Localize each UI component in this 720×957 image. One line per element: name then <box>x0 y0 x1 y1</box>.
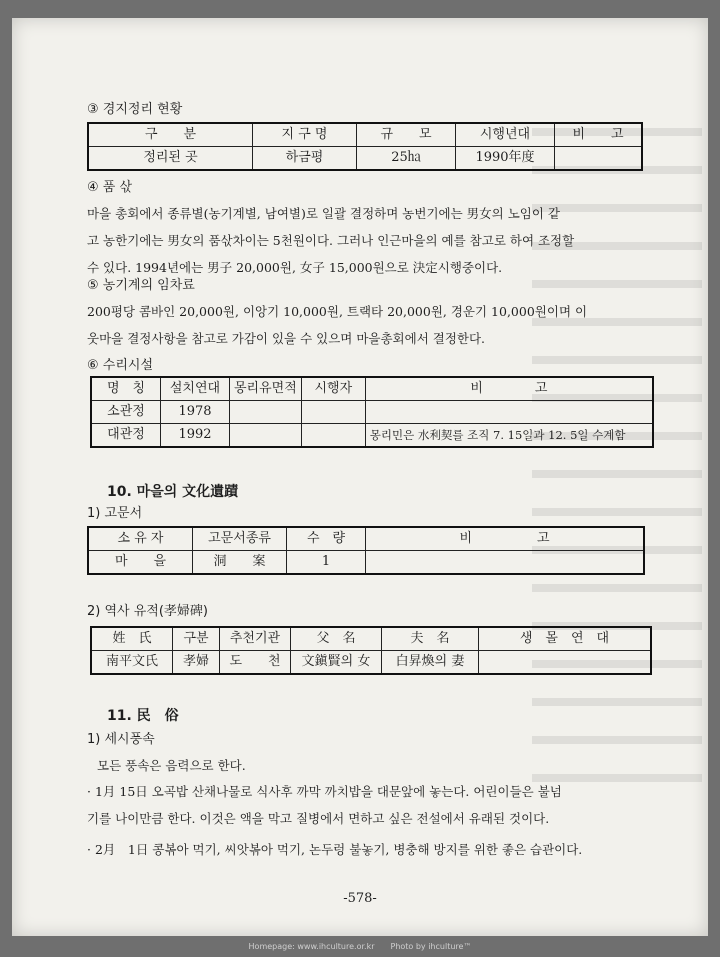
section-5-text <box>87 298 657 352</box>
filial-monument-table <box>90 626 652 675</box>
header-cell: 비 고 <box>366 527 645 551</box>
section-6-title: ⑥ 수리시설 <box>87 358 154 373</box>
text-line: 수 있다. 1994년에는 男子 20,000원, 女子 15,000원으로 決定시행중이다. <box>87 260 503 275</box>
text-line: 웃마을 결정사항을 참고로 가감이 있을 수 있으며 마을총회에서 결정한다. <box>87 331 486 346</box>
table-cell: 1 <box>287 551 366 575</box>
irrigation-table <box>90 376 654 448</box>
header-cell: 夫 名 <box>382 627 479 651</box>
section-10-title: 10. 마을의 文化遺蹟 <box>107 484 239 500</box>
land-consolidation-table <box>87 122 643 171</box>
old-documents-table <box>87 526 645 575</box>
text-line: · 2月 1日 콩볶아 먹기, 씨앗볶아 먹기, 논두렁 불놓기, 병충해 방지를 위한 좋은 습관이다. <box>87 842 583 857</box>
photo-credit: Homepage: www.ihculture.or.kr Photo by ihculture™ <box>248 942 472 951</box>
header-cell: 지 구 명 <box>253 123 357 147</box>
table-cell: 1990年度 <box>456 147 555 171</box>
section-10-sub1: 1) 고문서 <box>87 506 143 521</box>
table-cell <box>366 551 645 575</box>
table-cell: 1992 <box>161 424 230 448</box>
section-10-sub2: 2) 역사 유적(孝婦碑) <box>87 604 208 619</box>
header-cell: 비 고 <box>365 377 653 401</box>
table-cell <box>479 651 652 675</box>
table-cell: 白昇煥의 妻 <box>382 651 479 675</box>
table-cell: 도 천 <box>220 651 291 675</box>
table-cell: 소관정 <box>91 401 161 424</box>
header-cell: 설치연대 <box>161 377 230 401</box>
table-cell <box>555 147 643 171</box>
section-11-text <box>87 778 657 863</box>
table-cell: 1978 <box>161 401 230 424</box>
document-page <box>12 18 708 936</box>
table-cell: 孝婦 <box>173 651 220 675</box>
header-cell: 규 모 <box>357 123 456 147</box>
text-line: 고 농한기에는 男女의 품삯차이는 5천원이다. 그러나 인근마을의 예를 참고로 하여 조정할 <box>87 233 575 248</box>
table-cell: 대관정 <box>91 424 161 448</box>
table-cell: 洞 案 <box>193 551 287 575</box>
header-cell: 비 고 <box>555 123 643 147</box>
header-cell: 구분 <box>173 627 220 651</box>
section-4-title: ④ 품 삯 <box>87 180 133 195</box>
table-cell <box>301 401 365 424</box>
text-line: 200평당 콤바인 20,000원, 이앙기 10,000원, 트랙타 20,000원, 경운기 10,000원이며 이 <box>87 304 588 319</box>
text-line: 마을 총회에서 종류별(농기계별, 남여별)로 일괄 결정하며 농번기에는 男女의 노임이 같 <box>87 206 560 221</box>
header-cell: 소 유 자 <box>88 527 193 551</box>
header-cell: 姓 氏 <box>91 627 173 651</box>
section-4-text <box>87 200 657 281</box>
table-cell: 마 을 <box>88 551 193 575</box>
header-cell: 수 량 <box>287 527 366 551</box>
header-cell: 구 분 <box>88 123 253 147</box>
table-cell: 南平文氏 <box>91 651 173 675</box>
table-cell: 몽리민은 水利契를 조직 7. 15일과 12. 5일 수계함 <box>365 424 653 448</box>
header-cell: 생 몰 연 대 <box>479 627 652 651</box>
table-cell <box>365 401 653 424</box>
section-11-title: 11. 民 俗 <box>107 708 179 724</box>
section-11-sub1: 1) 세시풍속 <box>87 732 155 747</box>
header-cell: 고문서종류 <box>193 527 287 551</box>
section-11-intro: 모든 풍속은 음력으로 한다. <box>97 758 246 773</box>
text-line: · 1月 15日 오곡밥 산채나물로 식사후 까막 까치밥을 대문앞에 놓는다. 어린이들은 불넘 <box>87 784 562 799</box>
header-cell: 父 名 <box>291 627 382 651</box>
table-cell <box>301 424 365 448</box>
header-cell: 명 칭 <box>91 377 161 401</box>
header-cell: 몽리유면적 <box>230 377 302 401</box>
page-number: -578- <box>343 891 377 906</box>
header-cell: 추천기관 <box>220 627 291 651</box>
section-3-title: ③ 경지정리 현황 <box>87 102 183 117</box>
table-cell: 하금평 <box>253 147 357 171</box>
header-cell: 시행년대 <box>456 123 555 147</box>
header-cell: 시행자 <box>301 377 365 401</box>
table-cell <box>230 424 302 448</box>
text-line: 기를 나이만큼 한다. 이것은 액을 막고 질병에서 면하고 싶은 전설에서 유래된 것이다. <box>87 811 550 826</box>
table-cell: 25㏊ <box>357 147 456 171</box>
table-cell: 정리된 곳 <box>88 147 253 171</box>
table-cell: 文鎭賢의 女 <box>291 651 382 675</box>
table-cell <box>230 401 302 424</box>
section-5-title: ⑤ 농기계의 임차료 <box>87 278 195 293</box>
